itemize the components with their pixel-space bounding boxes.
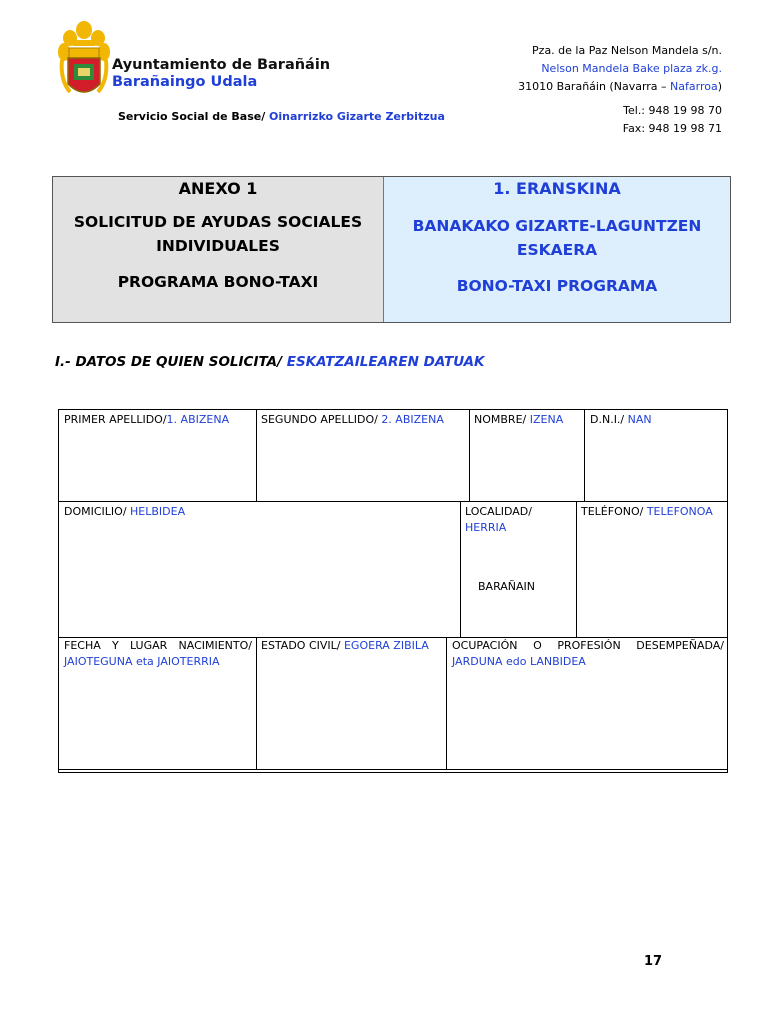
label-eu: JARDUNA edo LANBIDEA [452,655,586,668]
title-box-spanish [53,177,384,322]
label-es: SEGUNDO APELLIDO/ [261,413,382,426]
label-es: ESTADO CIVIL/ [261,639,344,652]
col-divider [584,410,585,502]
label-es: FECHA Y LUGAR NACIMIENTO/ [64,639,252,652]
label-es: DOMICILIO/ [64,505,131,518]
applicant-data-form [58,409,728,773]
label-eu: 1. ABIZENA [166,413,230,426]
telephone: Tel.: 948 19 98 70 [623,104,722,117]
section-title [55,354,485,370]
label-eu: EGOERA ZIBILA [343,639,429,652]
address-line-3a: 31010 Barañáin (Navarra – [518,80,671,93]
program-title-basque: BONO-TAXI PROGRAMA [456,277,658,295]
title-box-basque [384,177,730,322]
label-es: NOMBRE/ [474,413,530,426]
org-name-basque: Barañaingo Udala [112,74,258,90]
locality-value: BARAÑAIN [478,580,536,593]
label-eu: JAIOTEGUNA eta JAIOTERRIA [64,655,220,668]
request-title-line-1: SOLICITUD DE AYUDAS SOCIALES [73,213,363,231]
col-divider [576,501,577,638]
address-line-3c: ) [717,80,722,93]
label-eu: IZENA [529,413,564,426]
label-eu: NAN [627,413,652,426]
field-occupation[interactable] [452,638,724,670]
section-title-eu: ESKATZAILEAREN DATUAK [282,354,485,370]
request-title-basque-2: ESKAERA [516,241,598,259]
col-divider [446,637,447,770]
coat-of-arms-logo [58,20,110,102]
label-eu: TELEFONOA [646,505,713,518]
field-civil-status[interactable] [261,638,429,654]
field-locality[interactable] [465,504,532,536]
fax: Fax: 948 19 98 71 [622,122,722,135]
service-eu: Oinarrizko Gizarte Zerbitzua [265,110,445,123]
label-eu: 2. ABIZENA [381,413,444,426]
field-name[interactable] [474,412,563,428]
service-line [118,110,445,123]
col-divider [469,410,470,502]
field-second-surname[interactable] [261,412,444,428]
address-line-2: Nelson Mandela Bake plaza zk.g. [541,62,722,75]
row-divider-1 [59,501,727,502]
label-es: TELÉFONO/ [581,505,647,518]
label-es: OCUPACIÓN O PROFESIÓN DESEMPEÑADA/ [452,639,724,652]
page-number: 17 [644,954,663,969]
request-title-line-2: INDIVIDUALES [156,237,280,255]
service-es: Servicio Social de Base/ [118,110,266,123]
label-eu: HERRIA [465,521,507,534]
field-birth-date-place[interactable] [64,638,252,670]
title-box [52,176,731,323]
label-es: PRIMER APELLIDO/ [64,413,167,426]
request-title-basque-1: BANAKAKO GIZARTE-LAGUNTZEN [412,217,702,235]
label-eu: HELBIDEA [130,505,186,518]
col-divider [460,501,461,638]
address-line-3b: Nafarroa [670,80,718,93]
field-address[interactable] [64,504,185,520]
label-es: LOCALIDAD/ [465,505,532,518]
address-line-3 [518,78,722,96]
field-first-surname[interactable] [64,412,229,428]
field-phone[interactable] [581,504,713,520]
field-dni[interactable] [590,412,652,428]
annex-title: ANEXO 1 [178,179,258,198]
col-divider [256,410,257,502]
label-es: D.N.I./ [590,413,628,426]
address-line-1: Pza. de la Paz Nelson Mandela s/n. [532,44,722,57]
program-title: PROGRAMA BONO-TAXI [117,273,319,291]
section-title-es: I.- DATOS DE QUIEN SOLICITA/ [55,354,283,370]
row-divider-3 [59,769,727,770]
col-divider [256,637,257,770]
annex-title-basque: 1. ERANSKINA [493,179,621,198]
org-name: Ayuntamiento de Barañáin [112,57,331,73]
